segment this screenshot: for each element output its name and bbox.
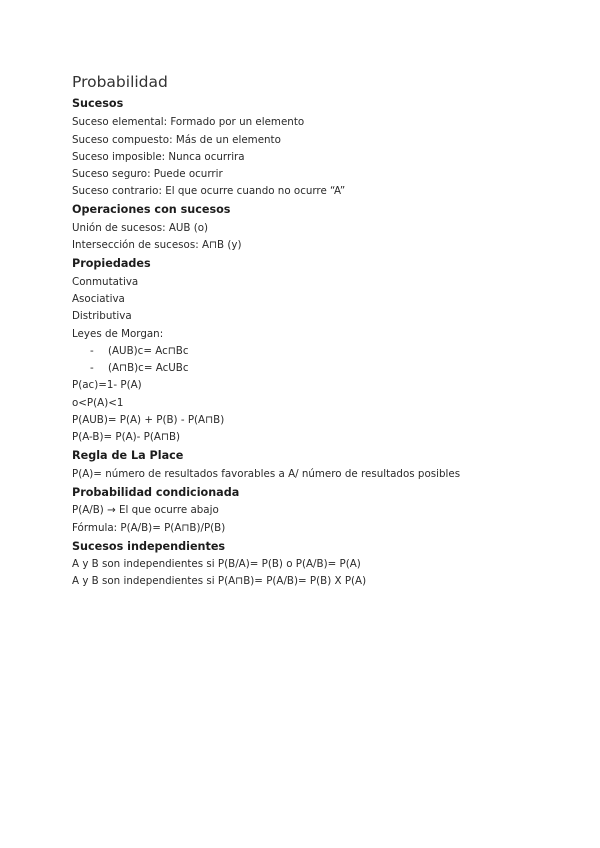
morgan-law-1: (AUB)c= Ac⊓Bc: [108, 345, 189, 357]
formula-rango: o<P(A)<1: [72, 397, 124, 409]
line-suceso-seguro: Suceso seguro: Puede ocurrir: [72, 168, 223, 180]
line-union: Unión de sucesos: AUB (o): [72, 222, 209, 234]
line-suceso-imposible: Suceso imposible: Nunca ocurrira: [72, 151, 245, 163]
line-leyes-morgan: Leyes de Morgan:: [72, 328, 164, 340]
heading-propiedades: Propiedades: [72, 257, 151, 270]
heading-operaciones: Operaciones con sucesos: [72, 203, 231, 216]
heading-condicionada: Probabilidad condicionada: [72, 486, 240, 499]
morgan-law-2: (A⊓B)c= AcUBc: [108, 362, 189, 374]
line-conmutativa: Conmutativa: [72, 276, 139, 288]
line-suceso-contrario: Suceso contrario: El que ocurre cuando no ocurre “A”: [72, 185, 346, 197]
line-distributiva: Distributiva: [72, 310, 132, 322]
morgan-bullet-1: [90, 345, 189, 357]
line-independientes-1: A y B son independientes si P(B/A)= P(B) o P(A/B)= P(A): [72, 558, 361, 570]
page-title: Probabilidad: [72, 73, 168, 91]
heading-laplace: Regla de La Place: [72, 449, 184, 462]
line-interseccion: Intersección de sucesos: A⊓B (y): [72, 239, 242, 251]
heading-sucesos: Sucesos: [72, 97, 124, 110]
line-independientes-2: A y B son independientes si P(A⊓B)= P(A/B)= P(B) X P(A): [72, 575, 367, 587]
line-condicionada-formula: Fórmula: P(A/B)= P(A⊓B)/P(B): [72, 522, 226, 534]
line-laplace-formula: P(A)= número de resultados favorables a A/ número de resultados posibles: [72, 468, 461, 480]
line-suceso-compuesto: Suceso compuesto: Más de un elemento: [72, 134, 281, 146]
heading-independientes: Sucesos independientes: [72, 540, 226, 553]
bullet-marker: -: [90, 345, 94, 357]
formula-union: P(AUB)= P(A) + P(B) - P(A⊓B): [72, 414, 225, 426]
line-asociativa: Asociativa: [72, 293, 125, 305]
formula-complemento: P(ac)=1- P(A): [72, 379, 142, 391]
bullet-marker: -: [90, 362, 94, 374]
line-suceso-elemental: Suceso elemental: Formado por un elemento: [72, 116, 305, 128]
formula-diferencia: P(A-B)= P(A)- P(A⊓B): [72, 431, 181, 443]
morgan-bullet-2: [90, 362, 189, 374]
line-condicionada-def: P(A/B) → El que ocurre abajo: [72, 504, 219, 516]
